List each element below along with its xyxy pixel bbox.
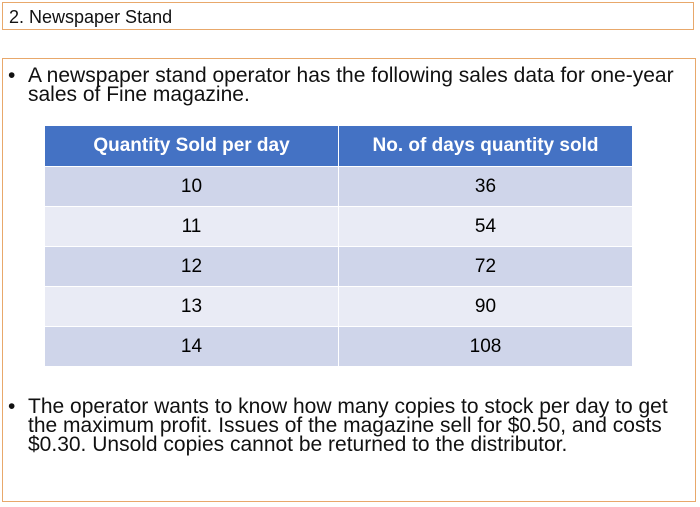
intro-text: A newspaper stand operator has the following sales data for one-year sales of Fine magazine. bbox=[28, 64, 674, 106]
header-quantity-sold: Quantity Sold per day bbox=[45, 126, 339, 167]
days-cell: 90 bbox=[339, 287, 633, 327]
table-row bbox=[45, 207, 633, 247]
section-title-box bbox=[2, 2, 694, 30]
quantity-cell: 13 bbox=[45, 287, 339, 327]
days-cell: 36 bbox=[339, 167, 633, 207]
days-cell: 72 bbox=[339, 247, 633, 287]
intro-bullet bbox=[8, 66, 683, 108]
table-row bbox=[45, 327, 633, 367]
days-cell: 54 bbox=[339, 207, 633, 247]
table-row bbox=[45, 247, 633, 287]
question-bullet bbox=[8, 397, 688, 459]
section-title: 2. Newspaper Stand bbox=[9, 7, 173, 27]
quantity-cell: 12 bbox=[45, 247, 339, 287]
header-days-sold: No. of days quantity sold bbox=[339, 126, 633, 167]
quantity-cell: 14 bbox=[45, 327, 339, 367]
table-header-row bbox=[45, 126, 633, 167]
bullet-marker: • bbox=[8, 64, 16, 87]
days-cell: 108 bbox=[339, 327, 633, 367]
question-text: The operator wants to know how many copies to stock per day to get the maximum profit. Issues of the magazine sell for $0.50, and costs $0.30. Unsold copies cannot be returned to the distributor. bbox=[28, 395, 668, 456]
sales-table bbox=[44, 125, 633, 367]
bullet-marker: • bbox=[8, 395, 16, 418]
quantity-cell: 10 bbox=[45, 167, 339, 207]
table-row bbox=[45, 287, 633, 327]
quantity-cell: 11 bbox=[45, 207, 339, 247]
table-row bbox=[45, 167, 633, 207]
